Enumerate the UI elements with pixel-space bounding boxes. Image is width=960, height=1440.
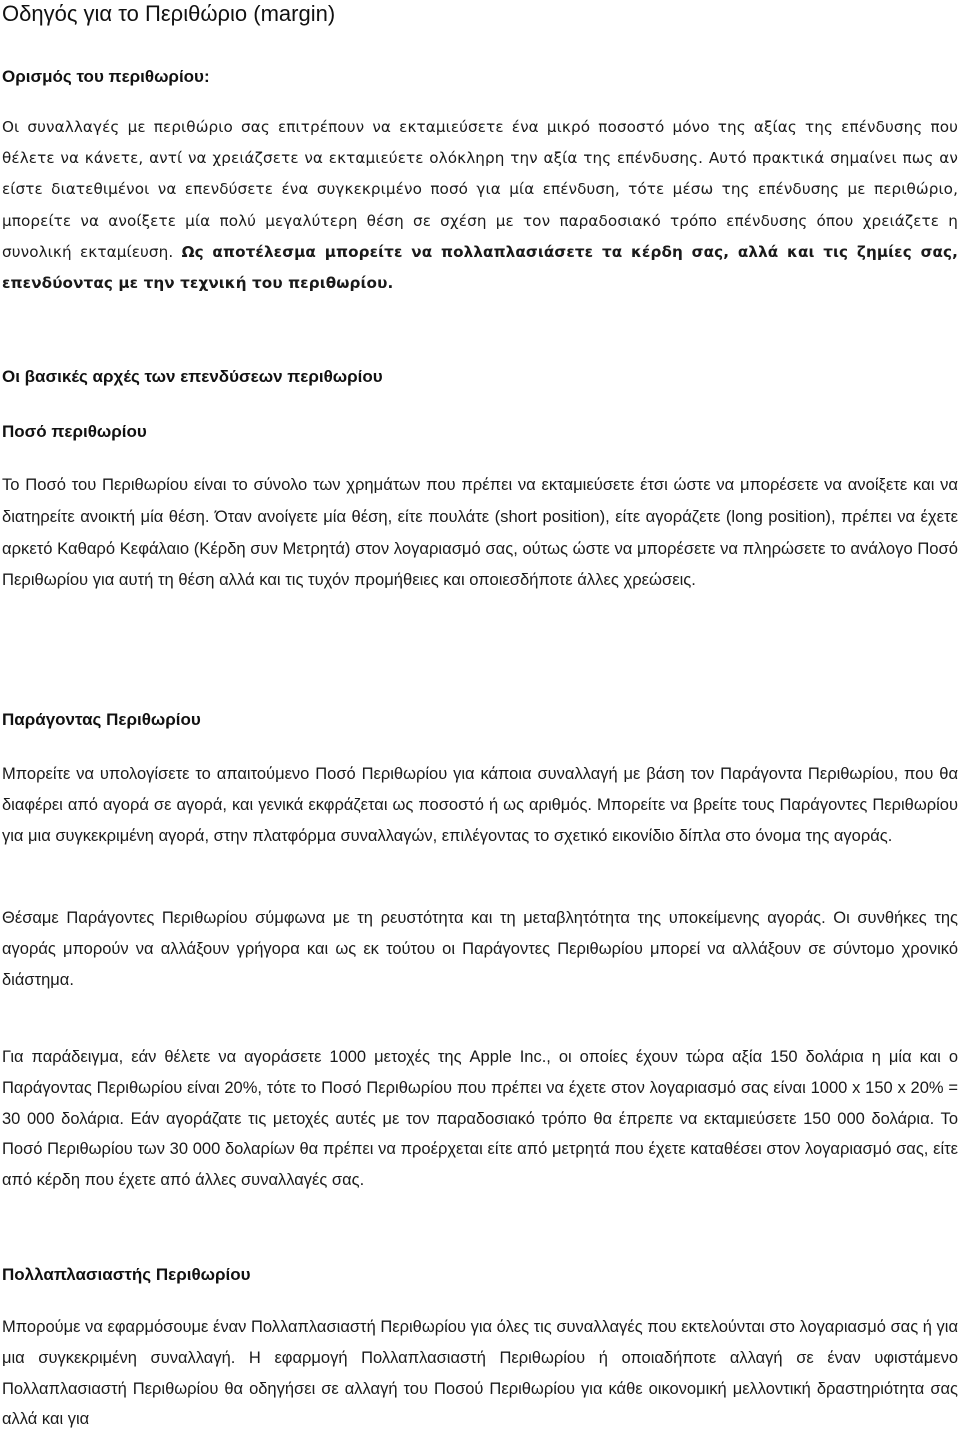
margin-amount-heading: Ποσό περιθωρίου bbox=[2, 422, 147, 441]
principles-heading: Οι βασικές αρχές των επενδύσεων περιθωρίου bbox=[2, 367, 383, 386]
definition-bold-text: Ως αποτέλεσμα μπορείτε να πολλαπλασιάσετε τα κέρδη σας, αλλά και τις ζημίες σας, επενδύοντας με την τεχνική του περιθωρίου. bbox=[2, 242, 958, 293]
example-paragraph: Για παράδειγμα, εάν θέλετε να αγοράσετε 1000 μετοχές της Apple Inc., οι οποίες έχουν τώρα αξία 150 δολάρια η μία και ο Παράγοντας Περιθωρίου είναι 20%, τότε το Ποσό Περιθωρίου που πρέπει να έχετε στον λογαριασμό σας είναι 1000 x 150 x 20% = 30 000 δολάρια. Εάν αγοράζατε τις μετοχές αυτές με τον παραδοσιακό τρόπο θα έπρεπε να εκταμιεύσετε 150 000 δολάρια. Το Ποσό Περιθωρίου των 30 000 δολαρίων θα πρέπει να προέρχεται είτε από μετρητά που έχετε καταθέσει στον λογαριασμό σας, είτε από κέρδη που έχετε από άλλες συναλλαγές σας. bbox=[2, 1048, 958, 1190]
margin-factor-paragraph-2: Θέσαμε Παράγοντες Περιθωρίου σύμφωνα με τη ρευστότητα και τη μεταβλητότητα της υποκείμενης αγοράς. Οι συνθήκες της αγοράς μπορούν να αλλάξουν γρήγορα και ως εκ τούτου οι Παράγοντες Περιθωρίου μπορεί να αλλάξουν σε σύντομο χρονικό διάστημα. bbox=[2, 909, 958, 990]
margin-factor-paragraph-1: Μπορείτε να υπολογίσετε το απαιτούμενο Ποσό Περιθωρίου για κάποια συναλλαγή με βάση τον Παράγοντα Περιθωρίου, που θα διαφέρει από αγορά σε αγορά, και γενικά εκφράζεται ως ποσοστό ή ως αριθμός. Μπορείτε να βρείτε τους Παράγοντες Περιθωρίου για μια συγκεκριμένη αγορά, στην πλατφόρμα συναλλαγών, επιλέγοντας το σχετικό εικονίδιο δίπλα στο όνομα της αγοράς. bbox=[2, 765, 958, 846]
margin-amount-paragraph: Το Ποσό του Περιθωρίου είναι το σύνολο των χρημάτων που πρέπει να εκταμιεύσετε έτσι ώστε να μπορέσετε να ανοίξετε και να διατηρείτε ανοικτή μία θέση. Όταν ανοίγετε μία θέση, είτε πουλάτε (short position), είτε αγοράζετε (long position), πρέπει να έχετε αρκετό Καθαρό Κεφάλαιο (Κέρδη συν Μετρητά) στον λογαριασμό σας, ούτως ώστε να μπορέσετε να πληρώσετε το ανάλογο Ποσό Περιθωρίου για αυτή τη θέση αλλά και τις τυχόν προμήθειες και οποιεσδήποτε άλλες χρεώσεις. bbox=[2, 475, 958, 590]
margin-factor-heading: Παράγοντας Περιθωρίου bbox=[2, 710, 201, 729]
definition-paragraph bbox=[2, 112, 958, 299]
margin-multiplier-heading: Πολλαπλασιαστής Περιθωρίου bbox=[2, 1265, 251, 1284]
page-title: Οδηγός για το Περιθώριο (margin) bbox=[2, 1, 336, 26]
margin-multiplier-paragraph: Μπορούμε να εφαρμόσουμε έναν Πολλαπλασιαστή Περιθωρίου για όλες τις συναλλαγές που εκτελούνται στο λογαριασμό σας ή για μια συγκεκριμένη συναλλαγή. Η εφαρμογή Πολλαπλασιαστή Περιθωρίου ή οποιαδήποτε αλλαγή σε έναν υφιστάμενο Πολλαπλασιαστή Περιθωρίου θα οδηγήσει σε αλλαγή του Ποσού Περιθωρίου για κάθε οικονομική μελλοντική δραστηριότητα σας αλλά και για bbox=[2, 1318, 958, 1429]
definition-heading: Ορισμός του περιθωρίου: bbox=[2, 67, 210, 86]
definition-text: Οι συναλλαγές με περιθώριο σας επιτρέπουν να εκταμιεύσετε ένα μικρό ποσοστό μόνο της αξίας της επένδυσης που θέλετε να κάνετε, αντί να χρειάζσετε να εκταμιεύετε ολόκληρη την αξία της επένδυσης. Αυτό πρακτικά σημαίνει πως αν είστε διατεθιμένοι να επενδύσετε ένα συγκεκριμένο ποσό για μία επένδυση, τότε μέσω της επένδυσης με περιθώριο, μπορείτε να ανοίξετε μία πολύ μεγαλύτερη θέση σε σχέση με τον παραδοσιακό τρόπο επένδυσης όπου χρειάζετε η συνολική εκταμίευση. bbox=[2, 118, 958, 261]
